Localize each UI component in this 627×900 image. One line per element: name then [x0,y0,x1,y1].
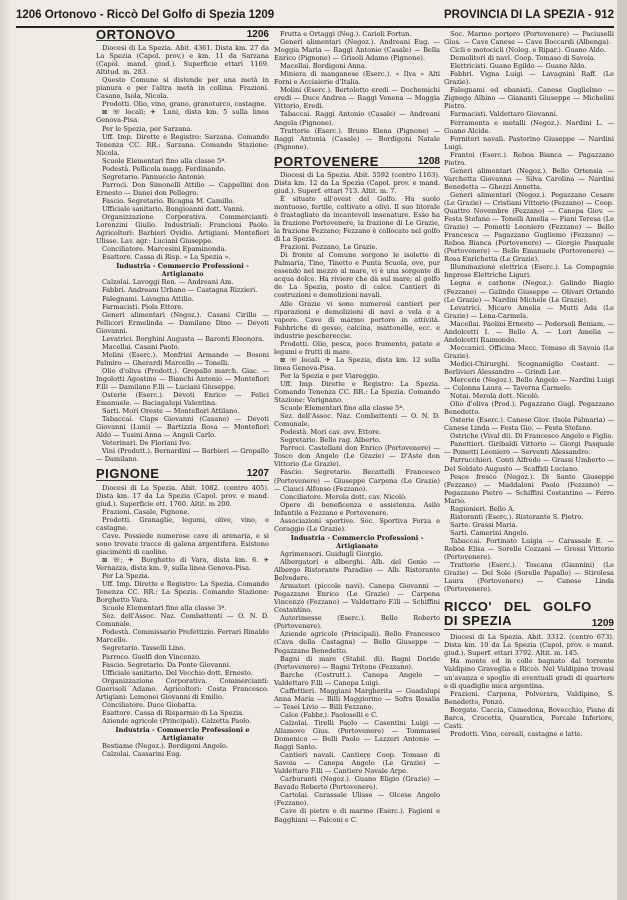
paragraph: Frazioni. Fezzano, Le Grazie. [280,243,378,252]
trade-entry: Sarti. Camerini Angelo. [450,528,529,537]
paragraph: Conciliatore. Merola dott. cav. Nicolò. [280,492,408,501]
paragraph: Per le Spezia, per Sarzana. [102,124,193,133]
paragraph: Parroci. Don Simonelli Attilio — Cappellini don Ernesto — Danei don Pellegro. [96,180,269,197]
paragraph: Cave. Possiede numerose cave di arenaria, e si sono trovate tracce di galena argentifera. Esistono giacimenti di caolino. [96,531,269,556]
trade-entry: Fabbri. Vigna Luigi — Lavagnini Raff. (Le Grazie). [444,70,614,87]
trade-entry: Calce (Fabbr.). Paoloselli e C. [280,710,378,719]
paragraph: Sez. dell'Assoc. Naz. Combattenti — O. N. D. Comunale. [274,412,440,429]
trade-entry: Autorimesse (Eserc.). Bello Roberto (Portovenere). [274,614,440,631]
paragraph: Diocesi di La Spezia. Abit. 5592 (centro 1163). Dista km. 12 da La Spezia (Capol. prov. e mand. giud.). Superf. ettari 713. Altit. m. 7. [274,170,440,195]
page-gutter [0,0,12,900]
trade-entry: Macellai. Paolini Ernesto — Pedersoli Beniam. — Andolcetti I. — Bello A. — Lori Amelia — Andolcetti Raimondo. [444,319,614,344]
trade-entry: Demolitori di navi. Coop. Tomaso di Savoia. [450,54,596,63]
trade-entry: Osterie (Eserc.). Devoti Enrico — Felici Emanuele. — Baciagalupi Valentina. [96,391,269,408]
trade-entry: Ferramenta e metalli (Negoz.). Nardini L. — Guano Alcide. [444,118,614,135]
paragraph: Diocesi di La Spezia. Abit. 3312. (centro 673). Dista km. 10 da La Spezia (Capol. prov. e mand. giud.). Superf. ettari 3792. Altit. m. 145. [444,633,614,658]
paragraph: Parroci. Castellani don Enrico (Portovenere) — Tosco don Angelo (Le Grazie) — D'Aste don Vittorio (Le Grazie). [274,444,440,469]
trade-entry: Bagni di mare (Stabil. di). Bagni Doride (Portovenere) — Bagni Tritone (Fezzano). [274,654,440,671]
trade-entry: Calzolai. Lavoggi Ren. — Andreani Am. [102,278,234,287]
trade-entry: Illuminazione elettrica (Eserc.). La Compagnie Imprese Elettriche Liguri. [444,263,614,280]
trade-entry: Cave di pietre e di marmo (Eserc.). Fagioni e Bagghiani — Falconi e C. [274,807,440,824]
trade-entry: Calzolai. Tirelli Paolo — Casentini Luigi — Allamovo Gius. (Portovenere) — Tommaseí Domenico — Belli Paolo — Lazzeri Antonio — Raggi Santo. [274,718,440,752]
paragraph: Aziende agricole (Principali). Calzetta Paolo. [102,716,252,725]
trade-entry: Macellai. Casani Paolo. [102,342,180,351]
paragraph: Scuole Elementari fino alla classe 5ª. [102,156,227,165]
paragraph: Podestà. Mori cav. avv. Ettore. [280,428,382,437]
section-body [96,44,269,463]
trade-entry: Sarte. Grassi Maria. [450,520,518,529]
trade-entry: Ostriche (Vival di). Di Francesco Angelo e Figlio. [450,432,614,441]
trade-entry: Generi alimentari (Negoz.). Andreani Eug. — Moggia Maria — Raggi Antonio (Casale) — Bella Enrico (Pignone) — Grisoli Adamo (Pignone). [274,38,440,63]
trade-entry: Farmacisti. Piola Ettore. [102,302,184,311]
subheading: Industria - Commercio Professioni - Artigianato [116,262,249,279]
section-body [274,171,440,824]
trade-entry: Vini (Produtt.). Bernardini — Barbieri — Gropallo — Damilano. [96,447,269,464]
trade-entry: Frantoi (Eserc.). Reboa Bianca — Pagazzano Pietro. [444,150,614,167]
trade-entry: Veterinari. De Floriani Ivo. [102,439,192,448]
trade-entry: Trattorie (Eserc.). Bruno Elena (Pignone) — Raggi Antonia (Casale) — Bordigoni Natale (Pignone). [274,126,440,151]
continued-entries [274,30,440,151]
continued-entries [444,30,614,593]
section-heading-portovenere [274,153,440,169]
paragraph: Segretario. Tasselli Lino. [102,644,186,653]
trade-entry: Trattorie (Eserc.). Toscana (Giannini) (Le Grazie) — Del Sole (Sorelle Papallo) — Stirolesa Laura (Portovenere) — Canese Linda (Portovenere). [444,561,614,594]
trade-entry: Fabbri. Andreani Urbano — Castagna Rizzieri. [102,286,258,295]
paragraph: Frazioni. Casale, Pignone. [102,507,190,516]
paragraph: Sez. dell'Assoc. Naz. Combattenti — O. N. D. Comunale. [96,612,269,629]
trade-entry: Fornitori navali. Pastorino Giuseppe — Nardini Luigi. [444,134,614,151]
paragraph: Uff. Imp. Dirette e Registro: La Spezia. Comando Tenenza CC. RR.: La Spezia. Comando Stazione: Borghetto Vara. [96,580,269,605]
trade-entry: Cicli e motocicli (Noleg. e Ripar.). Guano Aldo. [450,46,606,55]
trade-entry: Olio d'oliva (Prodott.). Gropallo march. Giac. — Ingolotti Agostino — Bianchi Antonio — Montefiori F.lli — Damilano F.lli — Luciani Giuseppe. [96,366,269,392]
trade-entry: Bestiame (Negoz.). Bordigoni Angelo. [102,742,228,751]
paragraph: Prodotti. Olio, vino, grano, granoturco, castagne. [102,100,267,109]
trade-entry: Generi alimentari (Negoz.). Pegazzano Cesare (Le Grazie) — Cristiani Vittorio (Fezzano) — Coop. Quattro Novembre (Fezzano) — Canepa Giov. — Festa Stefano — Tonelli Amelia — Fiani Teresa (Le Grazie) — Pometti Leoniero (Fezzano) — Bello Francesca — Pagazzano Gugliemo (Fezzano) — Reboa Bianca (Portovenere) — Giorgio Pasquale (Portovenere) — Bello Emanuele (Portovenere) — Rosa Enrichetta (Le Grazie). [444,190,614,264]
paragraph: È situato all'ovest del Golfo. Ha suolo montuoso, fertile, coltivato a olivi. Il suo litorale è frastagliato da incantevoli insenature. Esso ha la frazione Portovenere, la frazione di Le Grazie, la frazione Fezzano; Fezzano è collocato nel golfo di La Spezia. [274,194,440,244]
paragraph: Per la Spezia e per Viareggio. [280,371,380,380]
section-heading-ortonovo [96,27,269,42]
trade-entry: Ristoranti (Eserc.). Ristorante S. Pietro. [450,512,584,521]
trade-entry: Meccanici. Officina Mecc. Tomaso di Savoia (Le Grazie). [444,343,614,360]
trade-entry: Aziende agricole (Principali). Bello Francesco (Cava della Castagna) — Bello Giuseppe — Pegazzano Benedetto. [274,630,440,655]
paragraph: ⊠ ☏; ✈ Borghetto di Vara, dista km. 6. ✈ Vernazza, dista km. 9, sulla linea Genova-Pisa. [96,555,269,572]
section-title: PORTOVENERE [274,153,379,169]
trade-entry: Soc. Marmo portoro (Portovenere) — Paciuselli Gius. — Cave Canese — Cave Boccardi (Albenga). [444,30,614,47]
paragraph: Uff. Imp. Dirette e Registro: Sarzana. Comando Tenenza CC. RR.: Sarzana. Comando Stazione: Nicola. [96,132,269,157]
trade-entry: Ragionieri. Bello A. [450,504,515,513]
paragraph: Podestà. Commissario Prefettizio. Ferrari Rinaldo Marcello. [96,628,269,645]
trade-entry: Sarti. Mori Oreste — Montefiori Attilano. [102,407,240,416]
section-body [444,633,614,738]
paragraph: ⊠ ☏ locali. ✈ La Spezia, dista km. 12 sulla linea Genova-Pisa. [274,355,440,372]
running-header [16,4,614,28]
trade-entry: Mercerie (Negoz.). Bello Angelo — Nardini Luigi — Colonna Laura — Taverna Carmelo. [444,376,614,393]
paragraph: Associazioni sportive. Soc. Sportiva Forza e Coraggio (Le Grazie). [274,516,440,533]
column-1 [96,27,269,759]
trade-entry: Notai. Merola dott. Nicolò. [450,392,540,401]
section-number: 1208 [417,155,440,167]
paragraph: Segretario. Pannuccio Antonio. [102,172,206,181]
paragraph: Esattore. Cassa di Risparmio di La Spezia. [102,708,245,717]
trade-entry: Panettieri. Giribaldi Vittorio — Giorgi Pasquale — Pometti Leoniero — Serventi Alessandro. [444,440,614,457]
trade-entry: Farmacisti. Valdettaro Giovanni. [450,110,558,119]
trade-entry: Falegnami ed ebanisti. Canese Guglielmo — Zignego Albino — Giananti Giuseppe — Michelini Pietro. [444,86,614,111]
trade-entry: Generi alimentari (Negoz.). Casani Cirillo — Pellicori Ermelinda — Damilano Dino — Devoti Giovanni. [96,310,269,335]
section-heading-ricco [444,600,614,630]
paragraph: Questo Comune si distende per una metà in pianura e per l'altra metà in collina. Frazioni. Casano, Isola, Nicola. [96,76,269,101]
paragraph: Parroco. Guelfi don Vincenzo. [102,652,201,661]
trade-entry: Parrucchieri. Conti Alfredo — Grassi Umberto — Del Soldato Augusto — Scaffidi Luciano. [444,456,614,473]
trade-entry: Frutta e Ortaggi (Neg.). Carioli Fortun. [280,30,412,38]
trade-entry: Cantieri navali. Cantiere Coop. Tomaso di Savoia — Canepa Angelo (Le Grazie) — Valdettaro F.lli — Cantiere Navale Arpe. [274,751,440,776]
page-edge [617,0,627,900]
trade-entry: Levatrici. Micaro Amelia — Mutti Ada (Le Grazie) — Lena-Carmela. [444,303,614,320]
paragraph: Diocesi di La Spezia. Abit. 1082. (centro 405). Dista km. 17 da La Spezia (Capol. prov. e mand. giud.). Superficie ett. 1760. Altit. m 200. [96,483,269,508]
paragraph: Conciliatore. Marcesini Epaminonda. [102,245,227,254]
trade-entry: Agrimensori. Guidugli Giorgio. [280,549,383,558]
trade-entry: Generi alimentari (Negoz.). Bello Ortensia — Varchetta Giovanna — Silva Carolina — Nardini Benedetta — Ghezzi Annetta. [444,166,614,191]
section-title: PIGNONE [96,466,160,482]
section-number: 1206 [246,29,269,40]
paragraph: Organizzazione Corporativa. Commercianti: Guerisoli Adamo. Agricoltori: Costa Francesco. Artigiani: Lemonei Giovanni di Emilio. [96,676,269,701]
trade-entry: Calzolai. Cassarini Eug. [102,750,182,759]
paragraph: Alle Grazie vi sono numerosi cantieri per riparazioni e demolizioni di navi a vela e a vapore. Cave di marmo portoro in attività. Fabbriche di gesso, calcina, mattonelle, ecc. e industrie peschereccie. [274,299,440,340]
trade-entry: Levatrici. Borghini Augusta — Baronti Eleonora. [102,334,265,343]
header-left: 1206 Ortonovo - Riccò Del Golfo di Spezia 1209 [16,9,275,21]
paragraph: Uff. Imp. Dirette e Registro: La Spezia. Comando Tenenza CC. RR.: La Spezia. Comando Stazione: Varignano. [274,379,440,405]
paragraph: Organizzazione Corporativa. Commercianti: Lorenzini Giulio. Industriali: Francioni Paolo. Agricoltori: Barbieri Ovidio. Artigiani: Montefiori Ulisse. Lav. agr.: Luciani Giuseppe. [96,213,269,246]
trade-entry: Osterie (Eserc.). Canese Giov. (Isola Palmaria) — Canese Linda — Festa Gio. — Festa Stefano. [444,416,614,433]
paragraph: Fascio. Segretario. Da Ponte Giovanni. [102,660,231,669]
trade-entry: Elettricisti. Guano Egildo — Guano Aldo. [450,62,587,71]
trade-entry: Molini (Eserc.). Monfrini Armando — Bosoni Palmiro — Gherardi Marcello — Tonelli. [96,350,269,367]
trade-entry: Macellai. Bordigoni Anna. [280,62,367,71]
paragraph: Prodotti. Vino, cereali, castagne e latte. [450,729,583,738]
paragraph: Diocesi di La Spezia. Abit. 4361. Dista km. 27 da La Spezia (Capol. prov.) e km. 11 da Sarzana (Capol. mand. giud.). Superficie ettari 1169. Altitud. m. 283. [96,44,269,77]
paragraph: Borgate. Caccia, Camedona, Bovecchio, Piano di Barca, Crocetta, Quaratica, Porcale Inferiore, Casti. [444,705,614,730]
paragraph: Fascio. Segretario. Becattelli Francesco (Portovenere) — Giuseppe Carpena (Le Grazie) — Ciauci Alfonso (Fezzano). [274,468,440,493]
trade-entry: Tabaccai. Raggi Antonio (Casale) — Andreani Angela (Pignone). [274,110,440,127]
trade-entry: Falegnami. Lavagna Attilio. [102,294,194,303]
paragraph: Ufficiale sanitario. Bongioanni dott. Vanni. [102,204,245,213]
trade-entry: Armatori (piccole navi). Canepa Giovanni — Pegazzano Enrico (Le Grazie) — Carpena Vincenzo (Fezzano) — Valdettaro F.lli — Schiffini Costantino. [274,582,440,615]
header-right: PROVINCIA DI LA SPEZIA - 912 [444,9,614,21]
paragraph: Ufficiale sanitario. Del Vecchio dott. Ernesto. [102,668,253,677]
trade-entry: Carburanti (Negoz.). Guano Eligio (Grazie) — Bavado Roberto (Portovenere). [274,775,440,792]
trade-entry: Barche (Costrutt.). Canepa Angelo — Valdettaro F.lli — Canepa Luigi. [274,670,440,687]
trade-entry: Tabaccai. Claps Giovanni (Casano) — Devoti Giovanni (Luni) — Bartizzia Rosa — Montefiori Aldo — Tusini Anna — Angeli Carlo. [96,415,269,440]
subheading: Industria - Commercio Professioni e Artigianato [115,725,250,742]
section-number: 1207 [246,468,269,480]
paragraph: Esattore. Cassa di Risp. « La Spezia ». [102,253,231,262]
trade-entry: Miniera di manganese (Eserc.). « Ilva » Alti Forni e Acciaierie d'Italia. [274,70,440,87]
trade-entry: Pesce fresco (Negoz.). Di Santo Giuseppe (Fezzano) — Maddaloni Paolo (Fezzano) — Pegazzano Pietro — Schiffini Costantino — Ferro Mario. [444,472,614,505]
paragraph: Di fronte al Comune sorgono le isolette di Palmaria, Tino, Tinetto e Punta Scuola, ove, pur essendo nel mezzo al mare, vi è una sorgente di acqua dolce. Ha riviere che dà sul mare; al golfo de La Spezia, posto di calce. Cantieri di costruzioni e demolizioni navali. [274,251,440,300]
trade-entry: Tabaccai. Portinato Luigia — Carassale E. — Reboa Elisa — Sorelle Cozzani — Grossi Vittorio (Portovenere). [444,536,614,562]
paragraph: Prodotti. Olio, pesca, poco frumento, patate e legumi e frutti di mare. [274,339,440,356]
paragraph: Segretario. Bello rag. Alberto. [280,436,381,445]
trade-entry: Caffettieri. Maggiani Margherita — Guadalupi Anna Maria — Billi Maggiorino — Sofra Rosalia — Tesei Livio — Billi Fezzano. [274,686,440,711]
paragraph: Per La Spezia. [102,572,150,581]
trade-entry: Albergatori e alberghi. Alb. del Genio — Albergo Ristorante Paradiso — Alb. Ristorante Belvedere. [274,558,440,583]
trade-entry: Olio d'oliva (Prod.). Pegazzano Gugl. Pegazzano Benedetto. [444,400,614,417]
subheading: Industria - Commercio Professioni - Artigianato [290,533,424,550]
paragraph: Ha monte ed in colle bagnato dal torrente Valdipino Graveglia e Riccò. Nel Valdipino trovasi un'avanza e spoglie di eventuali gradi di quartere e di quadiglie mica argentina. [444,657,614,690]
paragraph: Prodotti. Granaglie, legumi, olive, vino, e castagne. [96,515,269,532]
section-number: 1209 [591,618,614,630]
paragraph: Scuole Elementari fino alla classe 3ª. [102,604,227,613]
paragraph: Podestà. Pellicola magg. Ferdinando. [102,164,226,173]
paragraph: Opere di beneficenza e assistenza. Asilo Infantile a Fezzano e Portovenere. [274,500,440,517]
paragraph: Fascio. Segretario. Bicagna M. Camillo. [102,196,235,205]
section-title: ORTONOVO [96,27,176,42]
section-body [96,484,269,759]
trade-entry: Medici-Chirurghi. Scognamiglio Costant. — Berlivieri Alessandro — Grindi Lor. [444,359,614,376]
column-2 [274,30,440,824]
paragraph: Scuole Elementari fino alla classe 5ª. [280,404,405,413]
column-3 [444,30,614,738]
trade-entry: Cartolai. Carassale Ulisse — Olcese Angelo (Fezzano). [274,791,440,808]
trade-entry: Legna e carbone (Negoz.). Galindo Biagio (Fezzano) — Galindo Giuseppe — Olivari Orlando (Le Grazie) — Nardini Michele (Le Grazie). [444,279,614,304]
paragraph: Frazioni. Carpena, Polverara, Valdipino, S. Benedetto, Ponzò. [444,689,614,706]
trade-entry: Molini (Eserc.). Bertolotto eredi — Dochemichi eredi — Duce Andrea — Raggi Venena — Moggia Vittorio, Eredi. [274,86,440,111]
paragraph: Conciliatore. Duce Giobatta. [102,700,198,709]
section-heading-pignone [96,466,269,482]
section-title: RICCO' DEL GOLFO DI SPEZIA [444,599,592,629]
paragraph: ⊠ ☏ locali; ✈ Luni, dista km. 5 sulla linea Genova-Pisa. [96,108,269,125]
